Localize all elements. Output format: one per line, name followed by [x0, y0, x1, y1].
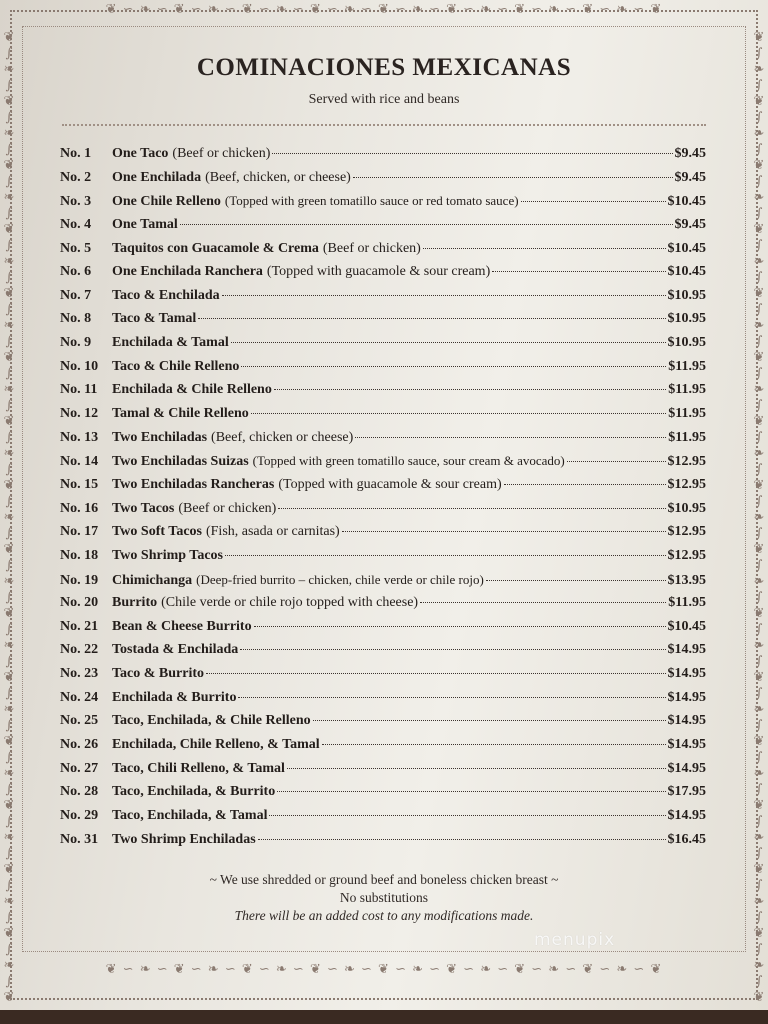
menu-item	[60, 311, 706, 335]
item-price: $13.95	[667, 572, 706, 588]
item-description: (Beef, chicken, or cheese)	[205, 169, 351, 185]
menu-item	[60, 170, 706, 194]
item-name: Two Soft Tacos	[112, 524, 202, 540]
item-name: Two Enchiladas	[112, 429, 208, 445]
item-description: (Beef or chicken)	[172, 146, 271, 161]
item-name: Burrito	[112, 595, 158, 611]
menu-item	[60, 737, 706, 761]
item-number: No. 15	[60, 476, 99, 492]
item-price: $10.95	[667, 335, 706, 351]
item-description: (Beef or chicken)	[322, 240, 421, 256]
item-name: One Enchilada	[112, 169, 202, 185]
item-price: $14.95	[667, 737, 706, 753]
menu-item	[60, 761, 706, 785]
item-name: Tostada & Enchilada	[112, 642, 239, 658]
item-price: $14.95	[667, 807, 706, 823]
item-number: No. 23	[60, 666, 99, 682]
item-name: Enchilada & Chile Relleno	[112, 382, 272, 398]
item-number: No. 17	[60, 524, 99, 540]
item-number: No. 26	[60, 737, 99, 753]
item-name: Enchilada & Tamal	[112, 335, 229, 351]
item-price: $10.45	[667, 618, 706, 634]
item-number: No. 3	[60, 194, 92, 210]
item-price: $14.95	[667, 689, 706, 705]
dot-leader	[258, 839, 666, 840]
menu-item	[60, 382, 706, 406]
dot-leader	[277, 791, 665, 792]
item-name: Two Enchiladas Suizas	[112, 454, 249, 470]
item-name: Taco & Burrito	[112, 666, 205, 682]
item-price: $16.45	[667, 831, 706, 847]
menu-item	[60, 406, 706, 430]
item-name: Two Shrimp Enchiladas	[112, 831, 256, 847]
dot-leader	[423, 248, 666, 249]
menu-item	[60, 264, 706, 288]
item-number: No. 28	[60, 784, 99, 800]
item-number: No. 21	[60, 618, 99, 634]
dot-leader	[198, 318, 665, 319]
item-number: No. 31	[60, 831, 99, 847]
item-price: $11.95	[668, 358, 706, 374]
item-number: No. 4	[60, 216, 92, 232]
menu-item	[60, 524, 706, 548]
item-name: One Chile Relleno	[112, 194, 221, 210]
item-description: (Deep-fried burrito – chicken, chile verde or chile rojo)	[196, 571, 484, 587]
menu-item	[60, 453, 706, 477]
dot-leader	[353, 177, 673, 178]
item-number: No. 19	[60, 572, 99, 588]
item-number: No. 1	[60, 146, 92, 161]
menu-item	[60, 548, 706, 572]
item-name: Enchilada, Chile Relleno, & Tamal	[112, 737, 320, 753]
item-number: No. 22	[60, 642, 99, 658]
item-description: (Beef or chicken)	[178, 500, 277, 516]
menu-item	[60, 832, 706, 856]
dot-leader	[287, 768, 666, 769]
dot-leader	[274, 389, 666, 390]
menu-item	[60, 430, 706, 454]
dot-leader	[313, 720, 666, 721]
item-name: Taco, Enchilada, & Tamal	[112, 807, 268, 823]
item-name: Taquitos con Guacamole & Crema	[112, 240, 319, 256]
item-number: No. 11	[60, 382, 98, 398]
item-price: $10.95	[667, 500, 706, 516]
item-description: (Chile verde or chile rojo topped with cheese)	[161, 595, 419, 611]
menu-item	[60, 288, 706, 312]
item-number: No. 6	[60, 264, 92, 280]
item-price: $14.95	[667, 713, 706, 729]
menu-item	[60, 359, 706, 383]
page-title: COMINACIONES MEXICANAS	[196, 54, 572, 81]
dot-leader	[222, 295, 666, 296]
item-description: (Topped with guacamole & sour cream)	[266, 264, 491, 280]
dot-leader	[486, 580, 666, 581]
item-name: Enchilada & Burrito	[112, 689, 237, 705]
item-name: Taco, Enchilada, & Chile Relleno	[112, 713, 311, 729]
dot-leader	[355, 437, 666, 438]
item-name: Taco, Chili Relleno, & Tamal	[112, 760, 285, 776]
menu-item	[60, 595, 706, 619]
left-ornament: ❦ ∫ ❧ ∫ ❦ ∫ ❧ ∫ ❦ ∫ ❧ ∫ ❦ ∫ ❧ ∫ ❦ ∫ ❧ ∫ ❦ ∫ ❧ ∫ ❦ ∫ ❧ ∫ ❦ ∫ ❧ ∫ ❦ ∫ ❧ ∫ ❦ ∫ ❧ ∫ ❦ ∫ ❧ ∫ ❦ ∫ ❧ ∫ ❦ ∫ ❧ ∫ ❦ ∫ ❧ ∫ ❦ ∫ ❧ ∫ ❦	[3, 30, 15, 1005]
dot-leader	[420, 602, 666, 603]
item-name: Two Shrimp Tacos	[112, 547, 223, 563]
item-number: No. 18	[60, 547, 99, 563]
item-number: No. 2	[60, 169, 92, 185]
item-price: $11.95	[668, 382, 706, 398]
item-price: $12.95	[667, 547, 706, 563]
item-price: $11.95	[668, 406, 706, 422]
menu-item	[60, 619, 706, 643]
dot-leader	[492, 271, 665, 272]
item-price: $10.95	[667, 311, 706, 327]
dot-leader	[567, 461, 666, 462]
item-description: (Fish, asada or carnitas)	[205, 524, 340, 540]
menu-item	[60, 666, 706, 690]
dot-leader	[231, 342, 666, 343]
item-price: $10.45	[667, 240, 706, 256]
item-number: No. 13	[60, 429, 99, 445]
menu-item	[60, 335, 706, 359]
item-price: $9.45	[674, 216, 706, 232]
dot-leader	[521, 201, 666, 202]
item-price: $10.45	[667, 194, 706, 210]
item-number: No. 25	[60, 713, 99, 729]
item-price: $10.95	[667, 287, 706, 303]
item-name: One Taco	[112, 146, 169, 161]
bottom-ornament: ❦ ∽ ❧ ∽ ❦ ∽ ❧ ∽ ❦ ∽ ❧ ∽ ❦ ∽ ❧ ∽ ❦ ∽ ❧ ∽ ❦ ∽ ❧ ∽ ❦ ∽ ❧ ∽ ❦ ∽ ❧ ∽ ❦	[105, 962, 663, 977]
dot-leader	[278, 508, 665, 509]
dot-leader	[251, 413, 667, 414]
menu-item	[60, 690, 706, 714]
item-description: (Topped with guacamole & sour cream)	[278, 476, 502, 492]
item-description: (Topped with green tomatillo sauce, sour cream & avocado)	[252, 453, 565, 469]
dot-leader	[238, 697, 665, 698]
item-name: Two Tacos	[112, 500, 175, 516]
item-name: Taco & Tamal	[112, 311, 197, 327]
menu-item	[60, 241, 706, 265]
menu-notes	[0, 871, 768, 925]
dot-leader	[240, 649, 665, 650]
menu-item	[60, 477, 706, 501]
item-price: $11.95	[668, 429, 706, 445]
watermark-logo: menupix	[534, 930, 616, 950]
item-number: No. 5	[60, 240, 92, 256]
item-price: $14.95	[667, 760, 706, 776]
dot-leader	[342, 531, 666, 532]
item-name: Taco & Enchilada	[112, 287, 220, 303]
menu-item	[60, 808, 706, 832]
item-description: (Topped with green tomatillo sauce or red tomato sauce)	[224, 193, 519, 209]
item-price: $11.95	[668, 595, 706, 611]
menu-item	[60, 572, 706, 596]
item-number: No. 8	[60, 311, 92, 327]
dot-leader	[225, 555, 666, 556]
item-price: $9.45	[674, 169, 706, 185]
menu-list	[60, 146, 706, 855]
note-no-substitutions: No substitutions	[339, 890, 429, 905]
item-name: Two Enchiladas Rancheras	[112, 476, 275, 492]
item-number: No. 7	[60, 287, 92, 303]
dot-leader	[269, 815, 665, 816]
item-name: Taco & Chile Relleno	[112, 358, 240, 374]
item-number: No. 20	[60, 595, 99, 611]
dot-leader	[272, 153, 672, 154]
dot-leader	[504, 484, 666, 485]
item-price: $17.95	[667, 784, 706, 800]
item-number: No. 29	[60, 807, 99, 823]
top-ornament: ❦ ∽ ❧ ∽ ❦ ∽ ❧ ∽ ❦ ∽ ❧ ∽ ❦ ∽ ❧ ∽ ❦ ∽ ❧ ∽ ❦ ∽ ❧ ∽ ❦ ∽ ❧ ∽ ❦ ∽ ❧ ∽ ❦	[105, 2, 663, 17]
item-number: No. 9	[60, 335, 92, 351]
dot-leader	[206, 673, 665, 674]
item-number: No. 16	[60, 500, 99, 516]
item-name: One Enchilada Ranchera	[112, 264, 263, 280]
right-ornament: ❦ ∫ ❧ ∫ ❦ ∫ ❧ ∫ ❦ ∫ ❧ ∫ ❦ ∫ ❧ ∫ ❦ ∫ ❧ ∫ ❦ ∫ ❧ ∫ ❦ ∫ ❧ ∫ ❦ ∫ ❧ ∫ ❦ ∫ ❧ ∫ ❦ ∫ ❧ ∫ ❦ ∫ ❧ ∫ ❦ ∫ ❧ ∫ ❦ ∫ ❧ ∫ ❦ ∫ ❧ ∫ ❦ ∫ ❧ ∫ ❦	[753, 30, 765, 1005]
menu-item	[60, 501, 706, 525]
item-price: $14.95	[667, 666, 706, 682]
item-price: $10.45	[667, 264, 706, 280]
item-number: No. 10	[60, 358, 99, 374]
item-name: Chimichanga	[112, 572, 193, 588]
note-modifications: There will be an added cost to any modifications made.	[234, 908, 534, 923]
item-price: $12.95	[667, 524, 706, 540]
menu-item	[60, 784, 706, 808]
item-number: No. 12	[60, 406, 99, 422]
menu-item	[60, 713, 706, 737]
item-number: No. 24	[60, 689, 99, 705]
page-subtitle: Served with rice and beans	[308, 92, 460, 107]
dot-leader	[180, 224, 673, 225]
item-price: $12.95	[667, 454, 706, 470]
menu-item	[60, 146, 706, 170]
item-price: $9.45	[674, 146, 706, 161]
item-description: (Beef, chicken or cheese)	[211, 429, 354, 445]
dot-leader	[241, 366, 666, 367]
note-meat: ~ We use shredded or ground beef and boneless chicken breast ~	[209, 872, 559, 887]
item-name: Bean & Cheese Burrito	[112, 618, 252, 634]
menu-item	[60, 193, 706, 217]
item-price: $14.95	[667, 642, 706, 658]
item-name: Tamal & Chile Relleno	[112, 406, 249, 422]
item-number: No. 27	[60, 760, 99, 776]
menu-item	[60, 217, 706, 241]
item-name: One Tamal	[112, 216, 178, 232]
menu-item	[60, 642, 706, 666]
item-name: Taco, Enchilada, & Burrito	[112, 784, 276, 800]
dot-leader	[322, 744, 666, 745]
dot-leader	[254, 626, 666, 627]
item-price: $12.95	[667, 476, 706, 492]
header-divider	[62, 124, 706, 126]
item-number: No. 14	[60, 454, 99, 470]
